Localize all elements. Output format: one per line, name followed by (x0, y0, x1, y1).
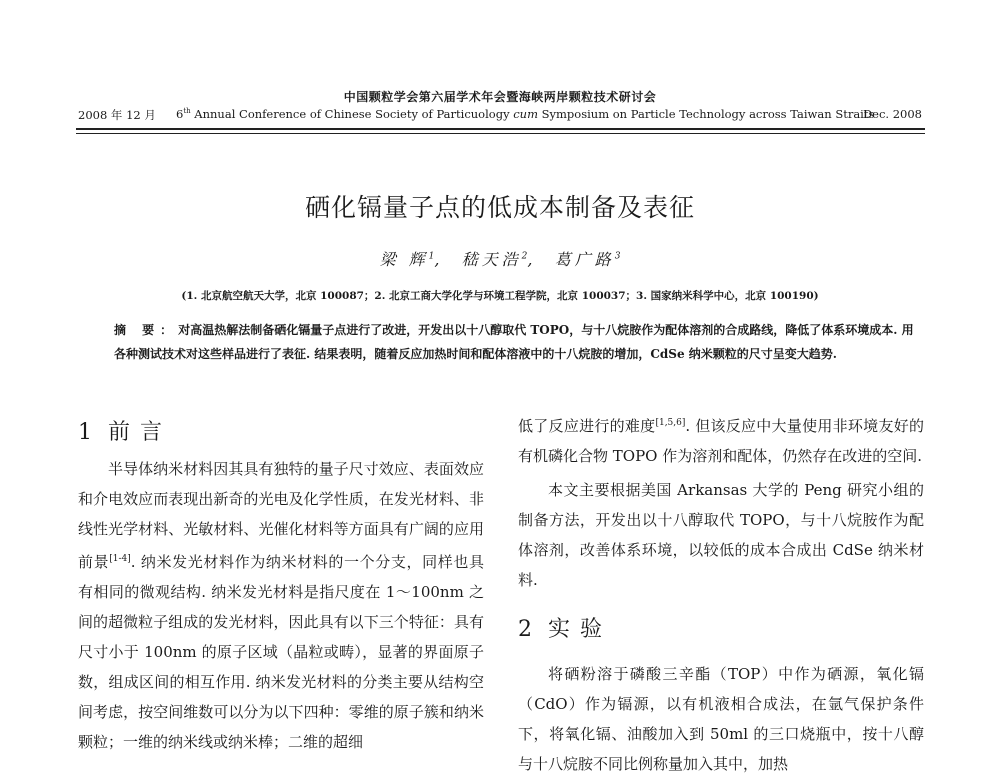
continued-paragraph: 低了反应进行的难度[1,5,6]. 但该反应中大量使用非环境友好的有机磷化合物 TOPO 作为溶剂和配体，仍然存在改进的空间. (518, 417, 924, 465)
author-1: 梁 辉 (379, 250, 429, 269)
affiliations: (1. 北京航空航天大学，北京 100087；2. 北京工商大学化学与环境工程学院，北京 100037；3. 国家纳米科学中心，北京 100190) (181, 290, 819, 302)
header-date-en: Dec. 2008 (862, 107, 922, 121)
author-list: 梁 辉$^1$, 嵇天浩$^2$, 葛广路$^3$ (379, 250, 621, 269)
header-rule-thick (76, 128, 925, 130)
author-3: 葛广路 (554, 250, 615, 269)
abstract-label: 摘 要： (114, 323, 179, 337)
citation: [1,5,6] (655, 418, 686, 428)
header-date-cn: 2008 年 12 月 (78, 108, 156, 122)
header-rule-thin (76, 133, 925, 134)
right-column (518, 408, 924, 779)
section-1-heading: 1 前言 (78, 420, 173, 445)
author-2: 嵇天浩 (461, 250, 522, 269)
intro-paragraph: 半导体纳米材料因其具有独特的量子尺寸效应、表面效应和介电效应而表现出新奇的光电及化学性质，在发光材料、非线性光学材料、光敏材料、光催化材料等方面具有广阔的应用前景[1-4]. 纳米发光材料作为纳米材料的一个分支，同样也具有相同的微观结构. 纳米发光材料是指尺度在 1～100nm 之间的超微粒子组成的发光材料，因此具有以下三个特征：具有尺寸小于 100nm 的原子区域（晶粒或畴），显著的界面原子数，组成区间的相互作用. 纳米发光材料的分类主要从结构空间考虑，按空间维数可以分为以下四种：零维的原子簇和纳米颗粒；一维的纳米线或纳米棒；二维的超细 (78, 460, 484, 751)
abstract-text: 对高温热解法制备硒化镉量子点进行了改进，开发出以十八醇取代 TOPO，与十八烷胺作为配体溶剂的合成路线，降低了体系环境成本. 用各种测试技术对这些样品进行了表征. 结果表明，随着反应加热时间和配体溶液中的十八烷胺的增加，CdSe 纳米颗粒的尺寸呈变大趋势. (114, 323, 914, 361)
header-conference-en: 6th Annual Conference of Chinese Society of Particuology cum Symposium on Particle Technology across Taiwan Straits (176, 107, 875, 121)
experiment-paragraph: 将硒粉溶于磷酸三辛酯（TOP）中作为硒源，氧化镉（CdO）作为镉源，以有机液相合成法，在氩气保护条件下，将氧化镉、油酸加入到 50ml 的三口烧瓶中，按十八醇与十八烷胺不同比例称量加入其中，加热 (518, 665, 924, 773)
method-paragraph: 本文主要根据美国 Arkansas 大学的 Peng 研究小组的制备方法，开发出以十八醇取代 TOPO，与十八烷胺作为配体溶剂，改善体系环境，以较低的成本合成出 CdSe 纳米材料. (518, 481, 924, 589)
paper-title: 硒化镉量子点的低成本制备及表征 (304, 193, 695, 222)
section-2-heading: 2 实验 (518, 617, 613, 642)
abstract (114, 318, 916, 366)
running-header (78, 107, 924, 125)
left-column (78, 412, 484, 757)
citation: [1-4] (109, 554, 131, 564)
conference-title-cn: 中国颗粒学会第六届学术年会暨海峡两岸颗粒技术研讨会 (343, 90, 657, 104)
